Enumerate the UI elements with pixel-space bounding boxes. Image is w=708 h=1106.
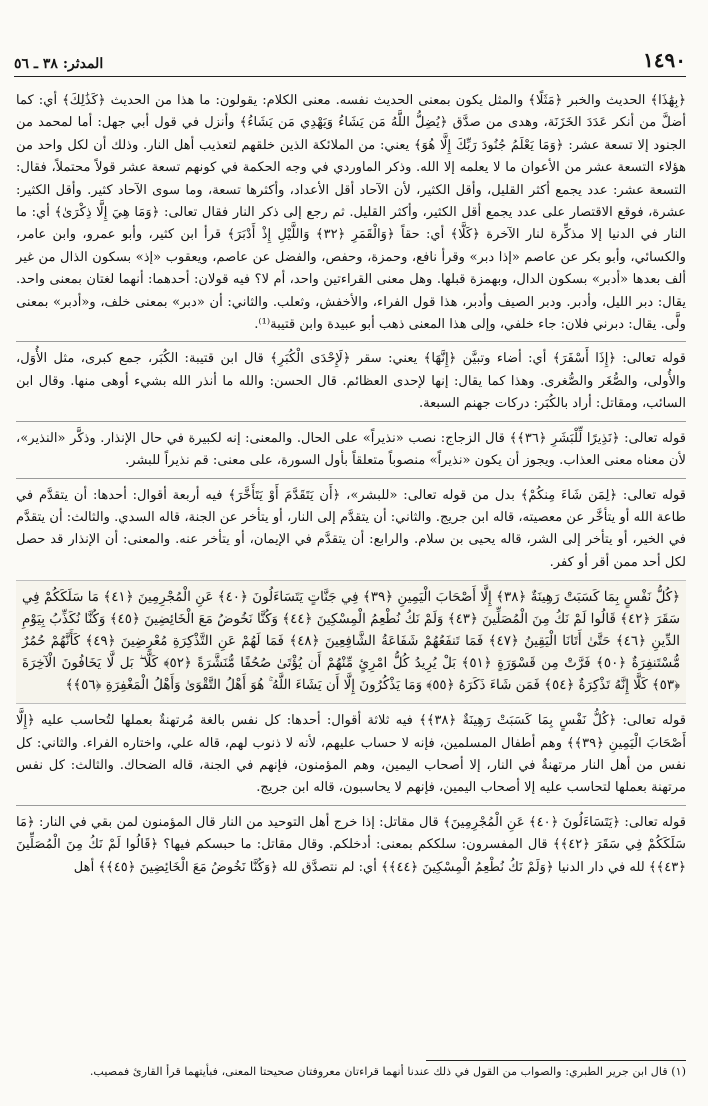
section-divider — [16, 805, 686, 806]
running-title: المدثر: ٣٨ ـ ٥٦ — [14, 56, 104, 72]
commentary-paragraph: ﴿بِهَٰذَا﴾ الحديث والخبر ﴿مَثَلًا﴾ والمثل يكون بمعنى الحديث نفسه. معنى الكلام: يقولون: ما هذا من الحديث ﴿كَذَٰلِكَ﴾ أي: كما أضلَّ من أنكر عَدَدَ الخَزَنَة، وهدى من صدَّق ﴿يُضِلُّ اللَّهُ مَن يَشَاءُ وَيَهْدِي مَن يَشَاءُ﴾ وأنزل في قول أبي جهل: أما لمحمد من الجنود إلا تسعة عشر: ﴿وَمَا يَعْلَمُ جُنُودَ رَبِّكَ إِلَّا هُوَ﴾ يعني: من الملائكة الذين خلقهم لتعذيب أهل النار. وذلك أن لكل واحد من هؤلاء التسعة عشر من الأعوان ما لا يعلمه إلا الله. وذكر الماوردي في وجه الحكمة في كونهم تسعة عشر قولاً محتملاً، فقال: التسعة عشر: عدد يجمع أكثر القليل، وأقل الكثير، لأن الآحاد أقل الأعداد، وأكثرها تسعة، وما سوى الآحاد كثير. وأقل الكثير: عشرة، فوقع الاقتصار على عدد يجمع أقل الكثير، وأكثر القليل. ثم رجع إلى ذكر النار فقال تعالى: ﴿وَمَا هِيَ إِلَّا ذِكْرَىٰ﴾ أي: ما النار في الدنيا إلا مذكِّرة لنار الآخرة ﴿كَلَّا﴾ أي: حقاً ﴿وَالْقَمَرِ ﴿٣٢﴾ وَاللَّيْلِ إِذْ أَدْبَرَ﴾ قرأ ابن كثير، وأبو عمرو، وابن عامر، والكسائي، وأبو بكر عن عاصم «إذا دبر» وقرأ نافع، وحمزة، وحفص، والفضل عن عاصم، ويعقوب «إذ» بسكون الذال من غير ألف بعدها «أدبر» بسكون الدال، وبهمزة قبلها. وهل معنى القراءتين واحد، أم لا؟ فيه قولان: أحدهما: أنهما لغتان بمعنى واحد. يقال: دبر الليل، وأدبر. ودبر الصيف وأدبر، هذا قول الفراء، والأخفش، وثعلب. والثاني: أن «دبر» بمعنى خلف، و«أدبر» بمعنى ولَّى. يقال: دبرني فلان: جاء خلفي، وإلى هذا المعنى ذهب أبو عبيدة وابن قتيبة⁽¹⁾. — [16, 93, 687, 333]
page-number: ١٤٩٠ — [643, 48, 686, 72]
commentary-paragraph: قوله تعالى: ﴿إِذَا أَسْفَرَ﴾ أي: أضاء وتبيَّن ﴿إِنَّهَا﴾ يعني: سقر ﴿لَإِحْدَى الْكُبَرِ﴾ قال ابن قتيبة: الكُبَر، جمع كبرى، مثل الأُوَل، والأُولى، والصُّغَر والصُّغرى. وهذا كما يقال: إنها لإحدى العظائم. قال الحسن: والله ما أنذر الله بشيء أوهى منها. وقال ابن السائب، ومقاتل: أراد بالكُبَر: دركات جهنم السبعة. — [16, 351, 686, 412]
commentary-paragraph: قوله تعالى: ﴿يَتَسَاءَلُونَ ﴿٤٠﴾ عَنِ الْمُجْرِمِينَ﴾ قال مقاتل: إذا خرج أهل التوحيد من النار قال المؤمنون لمن بقي في النار: ﴿مَا سَلَكَكُمْ فِي سَقَرَ ﴿٤٢﴾﴾ قال المفسرون: سلككم بمعنى: أدخلكم. وقال مقاتل: ما حبسكم فيها؟ ﴿قَالُوا لَمْ نَكُ مِنَ الْمُصَلِّينَ ﴿٤٣﴾﴾ لله في دار الدنيا ﴿وَلَمْ نَكُ نُطْعِمُ الْمِسْكِينَ ﴿٤٤﴾﴾ أي: لم نتصدَّق لله ﴿وَكُنَّا نَخُوضُ مَعَ الْخَائِضِينَ ﴿٤٥﴾﴾ أهل — [16, 814, 687, 875]
commentary-paragraph: قوله تعالى: ﴿نَذِيرًا لِّلْبَشَرِ ﴿٣٦﴾﴾ قال الزجاج: نصب «نذيراً» على الحال. والمعنى: إنه لكبيرة في حال الإنذار. وذكَّر «النذير»، لأن معناه معنى العذاب. ويجوز أن يكون «نذيراً» منصوباً متعلقاً بأول السورة، على معنى: قم نذيراً للبشر. — [16, 430, 687, 469]
quran-verses-block: ﴿كُلُّ نَفْسٍ بِمَا كَسَبَتْ رَهِينَةٌ ﴿٣٨﴾ إِلَّا أَصْحَابَ الْيَمِينِ ﴿٣٩﴾ فِي جَنَّاتٍ يَتَسَاءَلُونَ ﴿٤٠﴾ عَنِ الْمُجْرِمِينَ ﴿٤١﴾ مَا سَلَكَكُمْ فِي سَقَرَ ﴿٤٢﴾ قَالُوا لَمْ نَكُ مِنَ الْمُصَلِّينَ ﴿٤٣﴾ وَلَمْ نَكُ نُطْعِمُ الْمِسْكِينَ ﴿٤٤﴾ وَكُنَّا نَخُوضُ مَعَ الْخَائِضِينَ ﴿٤٥﴾ وَكُنَّا نُكَذِّبُ بِيَوْمِ الدِّينِ ﴿٤٦﴾ حَتَّىٰ أَتَانَا الْيَقِينُ ﴿٤٧﴾ فَمَا تَنفَعُهُمْ شَفَاعَةُ الشَّافِعِينَ ﴿٤٨﴾ فَمَا لَهُمْ عَنِ التَّذْكِرَةِ مُعْرِضِينَ ﴿٤٩﴾ كَأَنَّهُمْ حُمُرٌ مُّسْتَنفِرَةٌ ﴿٥٠﴾ فَرَّتْ مِن قَسْوَرَةٍ ﴿٥١﴾ بَلْ يُرِيدُ كُلُّ امْرِئٍ مِّنْهُمْ أَن يُؤْتَىٰ صُحُفًا مُّنَشَّرَةً ﴿٥٢﴾ كَلَّا ۖ بَل لَّا يَخَافُونَ الْآخِرَةَ ﴿٥٣﴾ كَلَّا إِنَّهُ تَذْكِرَةٌ ﴿٥٤﴾ فَمَن شَاءَ ذَكَرَهُ ﴿٥٥﴾ وَمَا يَذْكُرُونَ إِلَّا أَن يَشَاءَ اللَّهُ ۚ هُوَ أَهْلُ التَّقْوَىٰ وَأَهْلُ الْمَغْفِرَةِ ﴿٥٦﴾﴾ — [16, 580, 686, 704]
footnote-divider — [426, 1060, 686, 1061]
section-divider — [16, 421, 686, 422]
footnote: (١) قال ابن جرير الطبري: والصواب من القول في ذلك عندنا أنهما قراءتان معروفتان صحيحتا المعنى، فبأيتهما قرأ القارئ فمصيب. — [89, 1065, 686, 1078]
section-divider — [16, 341, 686, 342]
page-header — [14, 42, 686, 77]
section-divider — [16, 478, 686, 479]
commentary-paragraph: قوله تعالى: ﴿لِمَن شَاءَ مِنكُمْ﴾ بدل من قوله تعالى: «للبشر»، ﴿أَن يَتَقَدَّمَ أَوْ يَتَأَخَّرَ﴾ فيه أربعة أقوال: أحدها: أن يتقدَّم في طاعة الله أو يتأخَّر عن معصيته، قاله ابن جريج. والثاني: أن يتقدَّم إلى النار، أو يتأخر عن الجنة، قاله السدي. والثالث: أن يتقدَّم في الخير، أو يتأخر إلى الشر، قاله يحيى بن سلام. والرابع: أن يتقدَّم في الإيمان، أو يتأخر عنه. والمعنى: أن الإنذار قد حصل لكل أحد ممن أقر أو كفر. — [16, 487, 686, 570]
page-body — [16, 90, 686, 883]
commentary-paragraph: قوله تعالى: ﴿كُلُّ نَفْسٍ بِمَا كَسَبَتْ رَهِينَةٌ ﴿٣٨﴾﴾ فيه ثلاثة أقوال: أحدها: كل نفس بالغة مُرتهنةٌ بعملها لتُحاسب عليه ﴿إِلَّا أَصْحَابَ الْيَمِينِ ﴿٣٩﴾﴾ وهم أطفال المسلمين، فإنه لا حساب عليهم، لأنه لا ذنوب لهم، قاله علي، واختاره الفراء. والثاني: كل نفس من أهل النار مرتهنةٌ في النار، إلا أصحاب اليمين، وهم المؤمنون، فإنهم في الجنة، قاله الضحاك. والثالث: كل نفس مرتهنة بعملها لتحاسب عليه إلا أصحاب اليمين، فإنهم لا يحاسبون، قاله ابن جريج. — [16, 713, 687, 796]
